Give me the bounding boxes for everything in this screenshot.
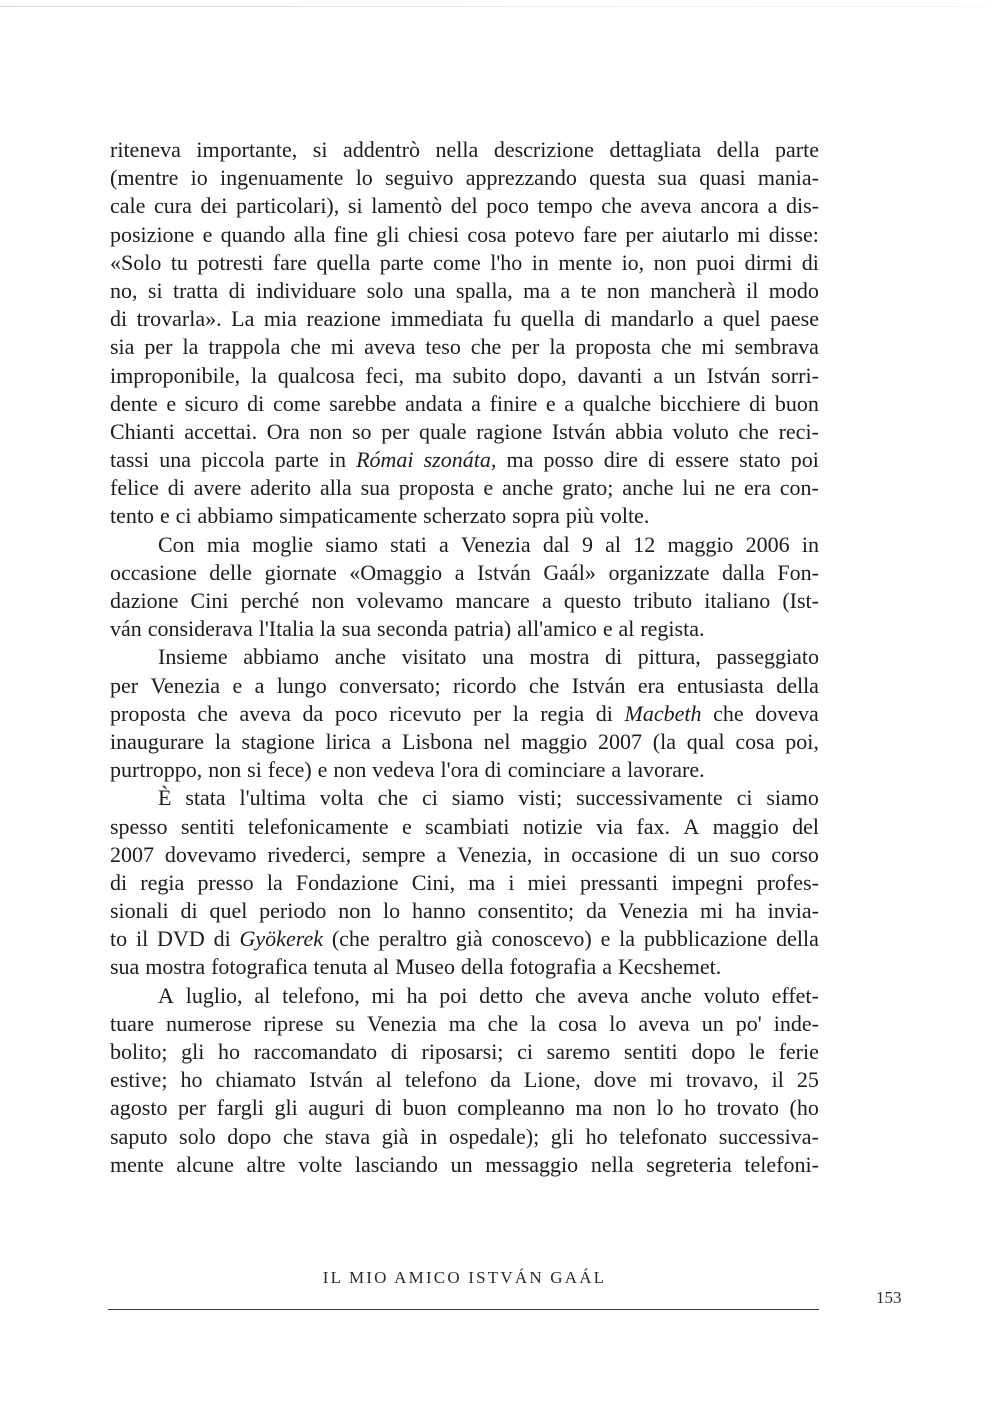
text-line: tassi una piccola parte in Római szonáta, ma posso dire di essere stato poi	[110, 447, 819, 473]
text-line: spesso sentiti telefonicamente e scambiati notizie via fax. A maggio del	[110, 813, 819, 839]
text-line: A luglio, al telefono, mi ha poi detto che aveva anche voluto effet-	[158, 982, 819, 1008]
text-line: posizione e quando alla fine gli chiesi cosa potevo fare per aiutarlo mi disse:	[110, 221, 819, 247]
text-line: agosto per fargli gli auguri di buon compleanno ma non lo ho trovato (ho	[110, 1095, 819, 1121]
text-line: mente alcune altre volte lasciando un messaggio nella segreteria telefoni-	[110, 1151, 819, 1177]
text-line: felice di avere aderito alla sua proposta e anche grato; anche lui ne era con-	[110, 475, 819, 501]
text-line: dente e sicuro di come sarebbe andata a finire e a qualche bicchiere di buon	[110, 390, 819, 416]
text-line: Con mia moglie siamo stati a Venezia dal 9 al 12 maggio 2006 in	[158, 531, 819, 557]
body-text	[110, 136, 819, 1179]
text-line: sionali di quel periodo non lo hanno consentito; da Venezia mi ha invia-	[110, 898, 819, 924]
text-line: to il DVD di Gyökerek (che peraltro già conoscevo) e la pubblicazione della	[110, 926, 819, 952]
text-line: sia per la trappola che mi aveva teso che per la proposta che mi sembrava	[110, 334, 819, 360]
text-line: cale cura dei particolari), si lamentò del poco tempo che aveva ancora a dis-	[110, 193, 819, 219]
text-line: ván considerava l'Italia la sua seconda patria) all'amico e al regista.	[110, 616, 705, 642]
text-line: «Solo tu potresti fare quella parte come l'ho in mente io, non puoi dirmi di	[110, 249, 819, 275]
running-footer: IL MIO AMICO ISTVÁN GAÁL	[322, 1268, 607, 1287]
text-line: saputo solo dopo che stava già in ospedale); gli ho telefonato successiva-	[110, 1123, 819, 1149]
text-line: estive; ho chiamato István al telefono da Lione, dove mi trovavo, il 25	[110, 1067, 819, 1093]
text-line: improponibile, la qualcosa feci, ma subito dopo, davanti a un István sorri-	[110, 362, 819, 388]
text-line: (mentre io ingenuamente lo seguivo apprezzando questa sua quasi mania-	[110, 165, 819, 191]
text-line: 2007 dovevamo rivederci, sempre a Venezia, in occasione di un suo corso	[110, 841, 819, 867]
text-line: per Venezia e a lungo conversato; ricordo che István era entusiasta della	[110, 672, 819, 698]
text-line: di regia presso la Fondazione Cini, ma i miei pressanti impegni profes-	[110, 869, 819, 895]
page-number: 153	[876, 1288, 902, 1307]
text-line: occasione delle giornate «Omaggio a István Gaál» organizzate dalla Fon-	[110, 559, 819, 585]
text-line: tuare numerose riprese su Venezia ma che la cosa lo aveva un po' inde-	[110, 1010, 819, 1036]
top-edge-rule	[0, 6, 985, 7]
footer-rule	[108, 1309, 819, 1310]
text-line: Insieme abbiamo anche visitato una mostra di pittura, passeggiato	[158, 644, 819, 670]
text-line: sua mostra fotografica tenuta al Museo della fotografia a Kecshemet.	[110, 954, 722, 980]
text-line: Chianti accettai. Ora non so per quale ragione István abbia voluto che reci-	[110, 418, 819, 444]
text-line: purtroppo, non si fece) e non vedeva l'ora di cominciare a lavorare.	[110, 757, 705, 783]
text-line: tento e ci abbiamo simpaticamente scherzato sopra più volte.	[110, 503, 650, 529]
text-line: inaugurare la stagione lirica a Lisbona nel maggio 2007 (la qual cosa poi,	[110, 728, 819, 754]
text-line: dazione Cini perché non volevamo mancare a questo tributo italiano (Ist-	[110, 588, 819, 613]
text-line: bolito; gli ho raccomandato di riposarsi; ci saremo sentiti dopo le ferie	[110, 1039, 819, 1064]
text-line: no, si tratta di individuare solo una spalla, ma a te non mancherà il modo	[110, 277, 819, 303]
text-line: proposta che aveva da poco ricevuto per la regia di Macbeth che doveva	[110, 700, 819, 726]
text-line: di trovarla». La mia reazione immediata fu quella di mandarlo a quel paese	[110, 306, 819, 332]
text-line: riteneva importante, si addentrò nella descrizione dettagliata della parte	[110, 137, 819, 162]
text-line: È stata l'ultima volta che ci siamo visti; successivamente ci siamo	[158, 785, 819, 811]
